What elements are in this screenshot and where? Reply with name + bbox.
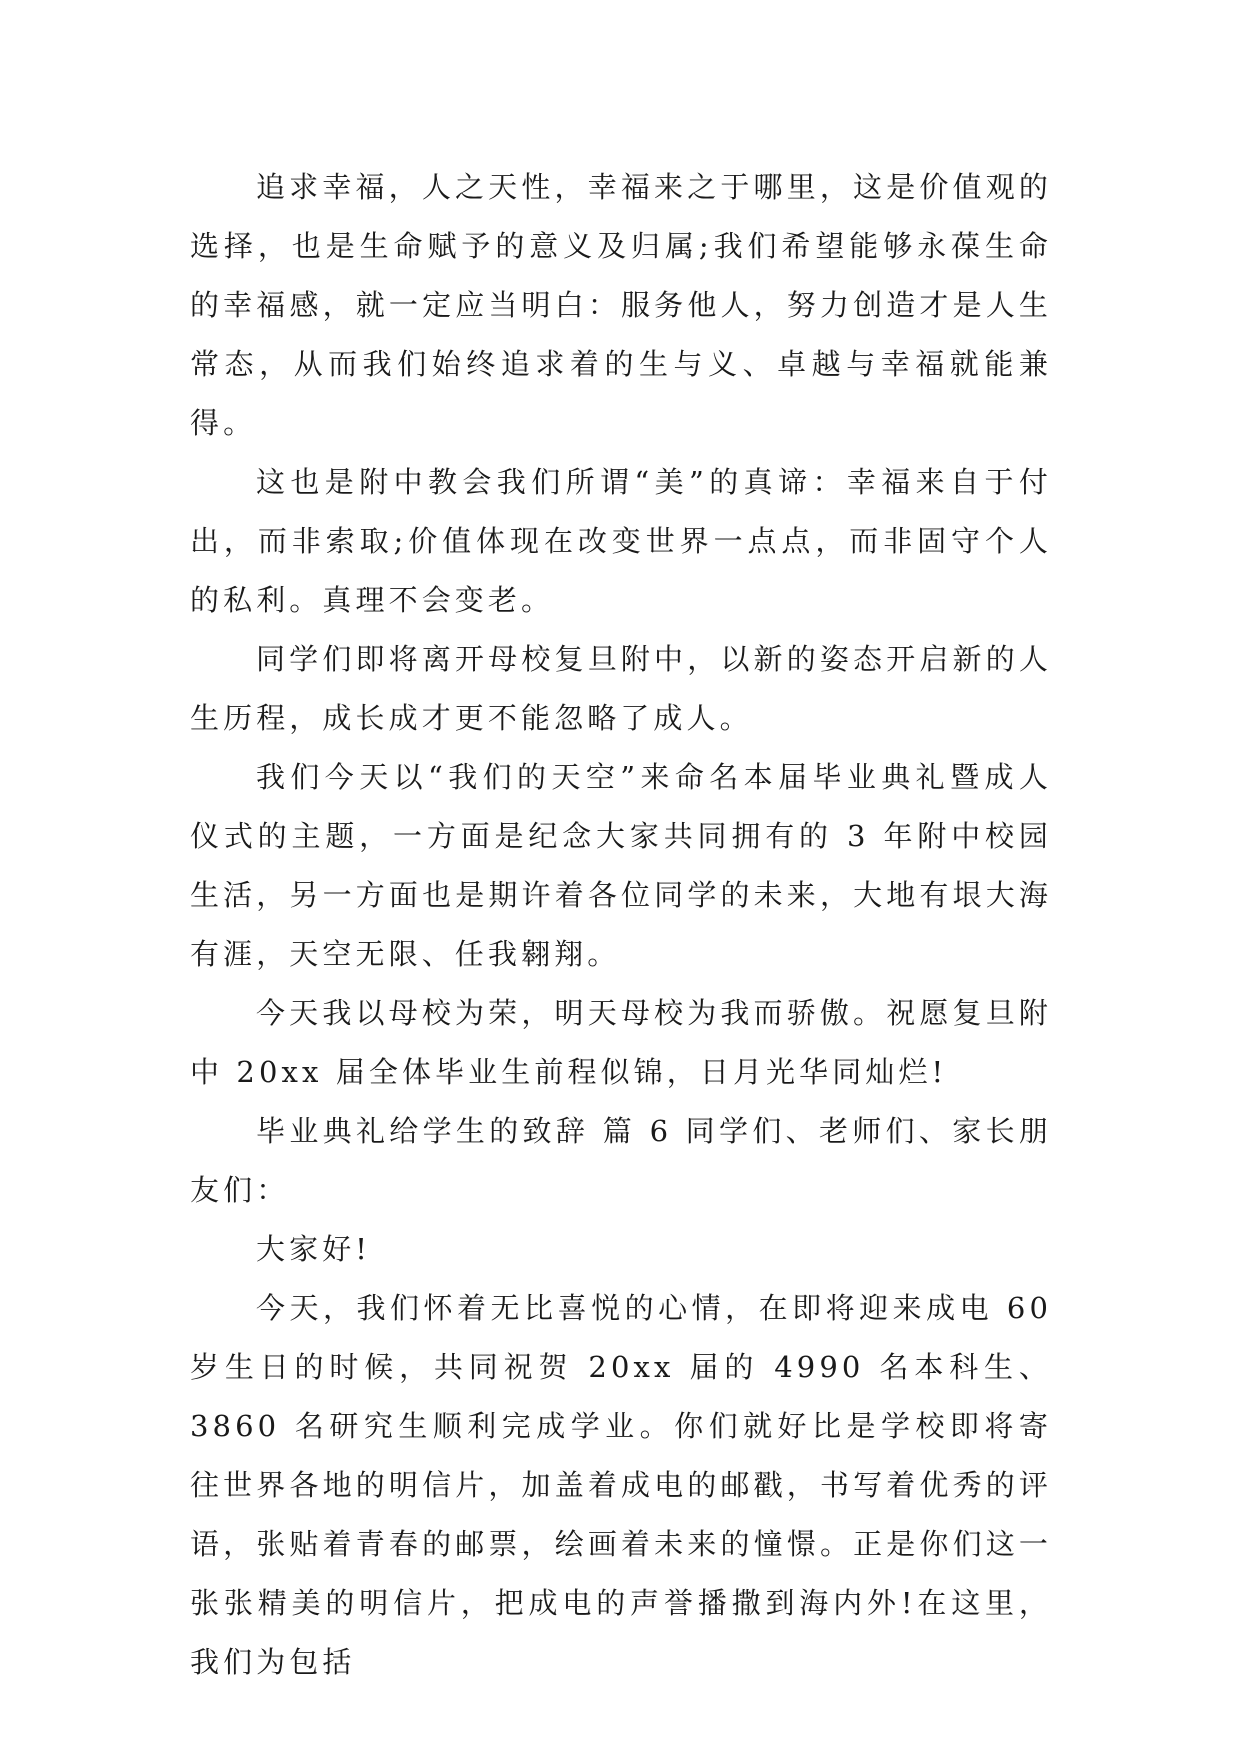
paragraph-4: 我们今天以“我们的天空”来命名本届毕业典礼暨成人仪式的主题，一方面是纪念大家共同拥有的 3 年附中校园生活，另一方面也是期许着各位同学的未来，大地有垠大海有涯，天空无限、任我翱翔。 [190, 760, 1052, 971]
section-heading-paragraph: 毕业典礼给学生的致辞 篇 6 同学们、老师们、家长朋友们： [190, 1114, 1052, 1207]
paragraph-8: 今天，我们怀着无比喜悦的心情，在即将迎来成电 60 岁生日的时候，共同祝贺 20xx 届的 4990 名本科生、3860 名研究生顺利完成学业。你们就好比是学校即将寄往世界各地的明信片，加盖着成电的邮戳，书写着优秀的评语，张贴着青春的邮票，绘画着未来的憧憬。正是你们这一张张精美的明信片，把成电的声誉播撒到海内外!在这里，我们为包括 [190, 1291, 1052, 1679]
document-body [190, 158, 1052, 1692]
paragraph-5: 今天我以母校为荣，明天母校为我而骄傲。祝愿复旦附中 20xx 届全体毕业生前程似锦，日月光华同灿烂! [190, 996, 1052, 1089]
paragraph-1: 追求幸福，人之天性，幸福来之于哪里，这是价值观的选择，也是生命赋予的意义及归属;我们希望能够永葆生命的幸福感，就一定应当明白：服务他人，努力创造才是人生常态，从而我们始终追求着的生与义、卓越与幸福就能兼得。 [190, 170, 1052, 440]
paragraph-2: 这也是附中教会我们所谓“美”的真谛：幸福来自于付出，而非索取;价值体现在改变世界一点点，而非固守个人的私利。真理不会变老。 [190, 465, 1052, 617]
greeting: 大家好! [256, 1232, 372, 1266]
paragraph-3: 同学们即将离开母校复旦附中，以新的姿态开启新的人生历程，成长成才更不能忽略了成人。 [190, 642, 1052, 735]
